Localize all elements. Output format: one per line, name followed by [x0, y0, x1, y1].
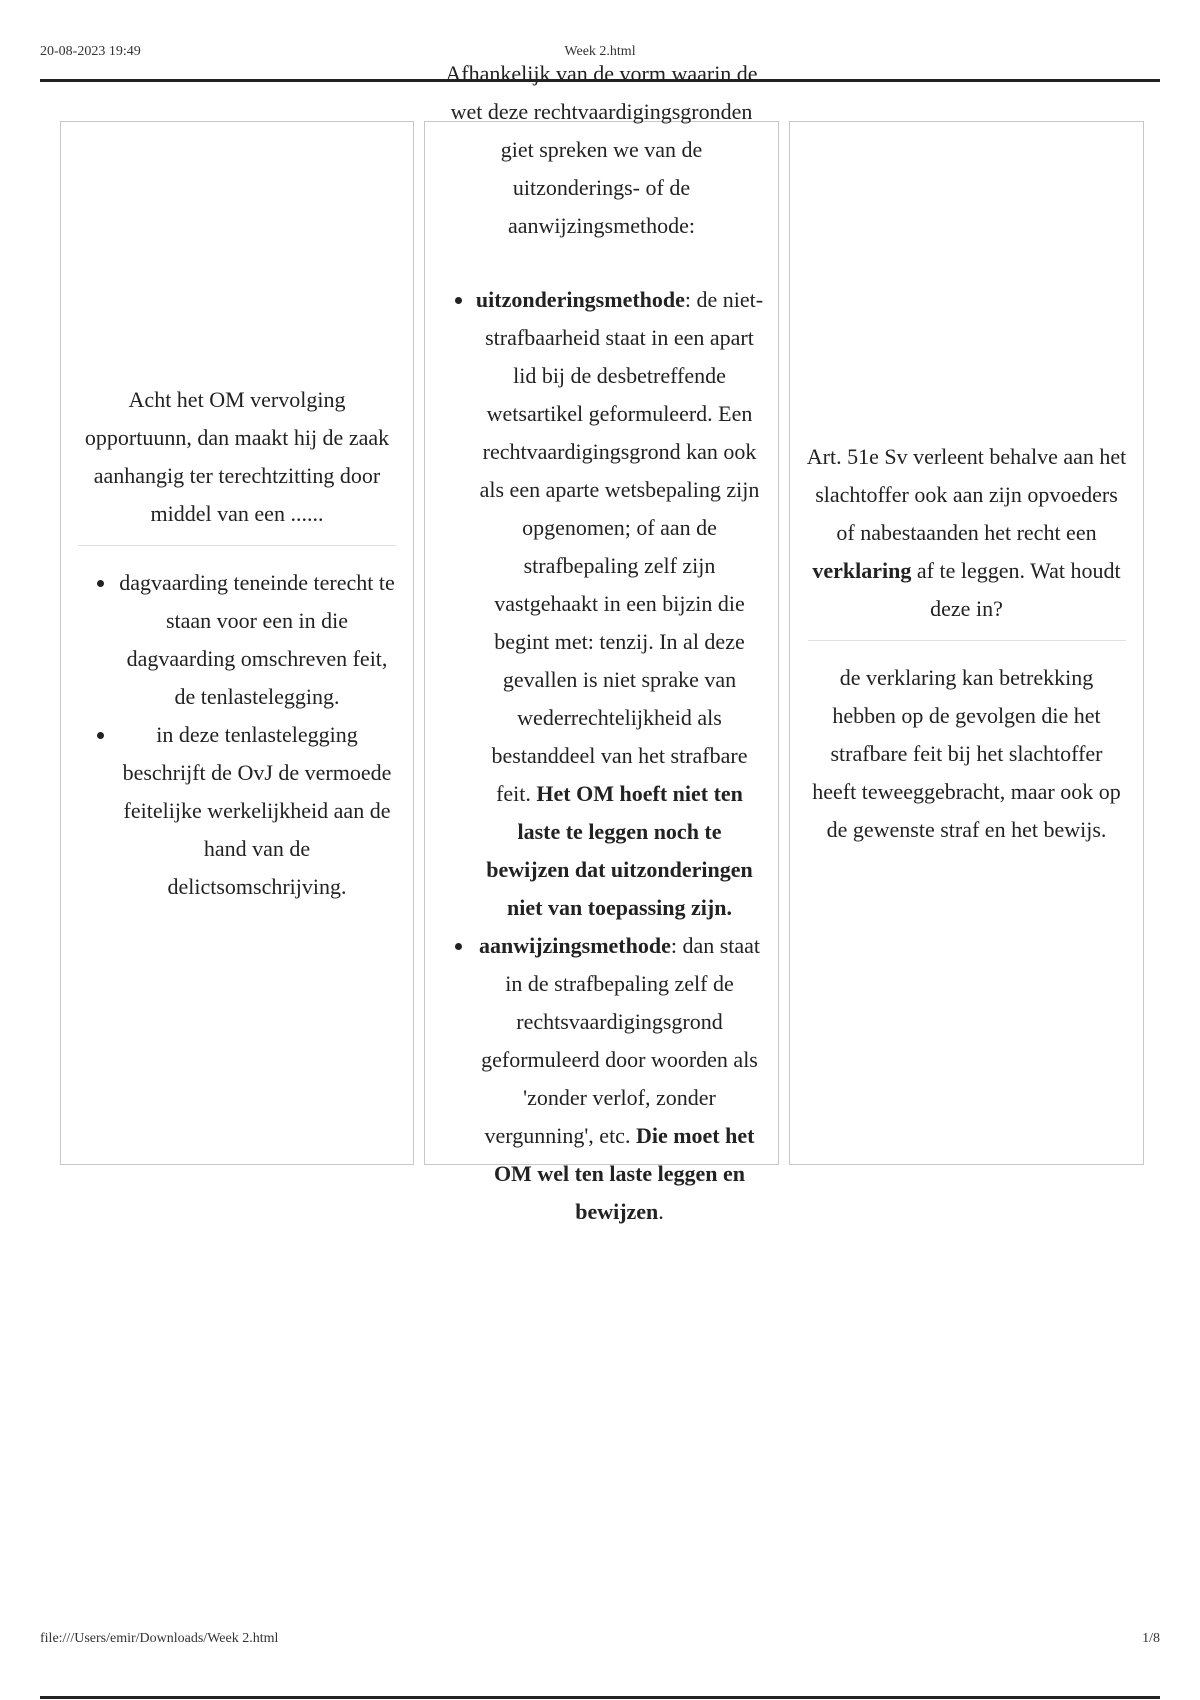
flashcard-answer-list — [439, 281, 764, 1231]
print-file-path: file:///Users/emir/Downloads/Week 2.html — [40, 1631, 279, 1646]
answer-item: • dagvaarding teneinde terecht te staan voor een in die dagvaarding omschreven feit, de tenlastelegging. — [117, 564, 397, 716]
flashcard-grid — [60, 61, 1144, 1224]
answer-item: • in deze tenlastelegging beschrijft de OvJ de vermoede feitelijke werkelijkheid aan de hand van de delictsomschrijving. — [117, 716, 397, 906]
flashcard-answer: de verklaring kan betrekking hebben op de gevolgen die het strafbare feit bij het slachtoffer heeft teweeggebracht, maar ook op de gewenste straf en het bewijs. — [812, 664, 1121, 842]
flashcard-1 — [60, 121, 414, 1165]
answer-term: aanwijzingsmethode — [478, 933, 671, 958]
print-datetime: 20-08-2023 19:49 — [40, 44, 141, 59]
question-keyword: verklaring — [812, 557, 912, 583]
answer-term: uitzonderingsmethode — [475, 287, 685, 312]
flashcard-question — [806, 438, 1127, 628]
question-text: Art. 51e Sv verleent behalve aan het slachtoffer ook aan zijn opvoeders of nabestaanden het recht een — [806, 443, 1127, 545]
question-text: af te leggen. Wat houdt deze in? — [911, 557, 1121, 621]
flashcard-divider — [78, 545, 396, 546]
answer-tail: . — [658, 1199, 664, 1224]
flashcard-3 — [789, 121, 1144, 1165]
answer-text: : dan staat in de strafbepaling zelf de rechtsvaardigingsgrond geformuleerd door woorden als 'zonder verlof, zonder vergunning', etc. — [481, 933, 761, 1148]
footer-rule — [40, 1696, 1160, 1699]
flashcard-answer-list — [77, 564, 397, 906]
answer-item — [475, 927, 764, 1231]
flashcard-question: Afhankelijk van de vorm waarin de wet deze rechtvaardigingsgronden giet spreken we van de uitzonderings- of de aanwijzingsmethode: — [445, 61, 758, 238]
print-footer — [40, 1631, 1160, 1655]
flashcard-question: Acht het OM vervolging opportuunn, dan maakt hij de zaak aanhangig ter terechtzitting door middel van een ...... — [84, 386, 390, 526]
flashcard-2 — [424, 61, 779, 1224]
answer-text: : de niet-strafbaarheid staat in een apart lid bij de desbetreffende wetsartikel geformuleerd. Een rechtvaardigingsgrond kan ook als een aparte wetsbepaling zijn opgenomen; of aan de strafbepaling zelf zijn vastgehaakt in een bijzin die begint met: tenzij. In al deze gevallen is niet sprake van wederrechtelijkheid als bestanddeel van het strafbare feit. — [479, 287, 764, 806]
print-page-number: 1/8 — [1142, 1631, 1160, 1646]
flashcard-divider — [808, 640, 1126, 641]
print-document-title: Week 2.html — [564, 44, 636, 59]
answer-emphasis: Het OM hoeft niet ten laste te leggen noch te bewijzen dat uitzonderingen niet van toepassing zijn. — [486, 781, 753, 920]
answer-emphasis: Die moet het OM wel ten laste leggen en bewijzen — [493, 1123, 755, 1224]
answer-item — [475, 281, 764, 927]
